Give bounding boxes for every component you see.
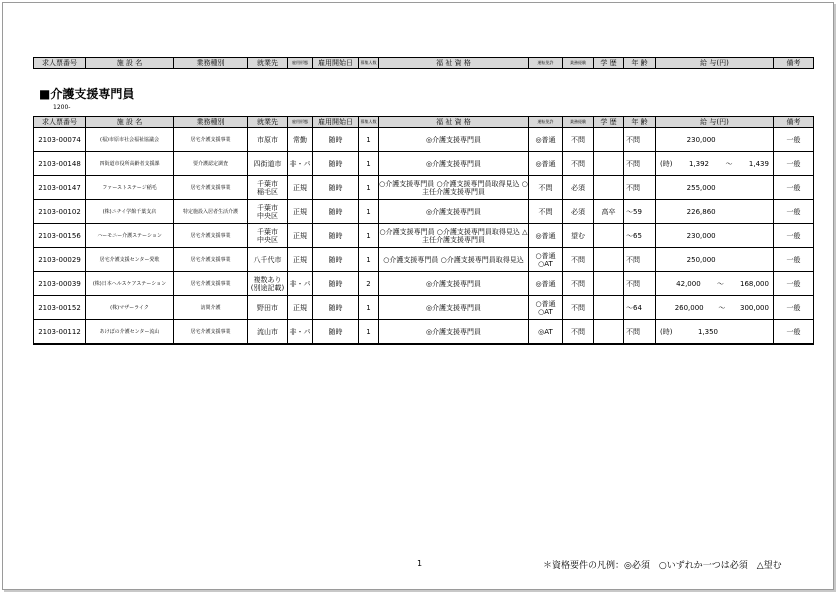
- cell-qual: ◎介護支援専門員: [379, 200, 529, 224]
- cell-count: 2: [359, 272, 379, 296]
- cell-employment: 正規: [288, 200, 313, 224]
- cell-location: 千葉市 中央区: [248, 200, 288, 224]
- cell-qual: ◎介護支援専門員: [379, 128, 529, 152]
- pay-from: 1,392: [688, 159, 709, 168]
- cell-education: [594, 224, 624, 248]
- header-cell: 雇用開始日: [313, 58, 359, 69]
- cell-facility: ハーモニー介護ステーション: [86, 224, 174, 248]
- header-cell: 福 祉 資 格: [379, 58, 529, 69]
- pay-sep: ～: [718, 303, 726, 312]
- header-cell: 給 与(円): [656, 58, 774, 69]
- header-cell: 雇用形態: [288, 58, 313, 69]
- header-cell: 業務種別: [174, 117, 248, 128]
- header-cell: 施 設 名: [86, 58, 174, 69]
- cell-pay: [656, 176, 774, 200]
- cell-note: 一般: [774, 152, 814, 176]
- cell-age: 不問: [624, 320, 656, 345]
- section-title: ■介護支援専門員: [39, 87, 135, 101]
- cell-qual: ◎介護支援専門員: [379, 272, 529, 296]
- pay-from: 255,000: [686, 183, 716, 192]
- cell-id: 2103-00147: [34, 176, 86, 200]
- table-body: [34, 128, 814, 345]
- header-cell: 雇用形態: [288, 117, 313, 128]
- cell-education: [594, 296, 624, 320]
- header-cell: 福 祉 資 格: [379, 117, 529, 128]
- cell-note: 一般: [774, 296, 814, 320]
- cell-age: 不問: [624, 248, 656, 272]
- cell-start: 随時: [313, 200, 359, 224]
- cell-id: 2103-00112: [34, 320, 86, 345]
- cell-employment: 正規: [288, 224, 313, 248]
- cell-age: ～59: [624, 200, 656, 224]
- cell-location: 複数あり (別途記載): [248, 272, 288, 296]
- cell-note: 一般: [774, 200, 814, 224]
- cell-type: 居宅介護支援事業: [174, 272, 248, 296]
- pay-from: 42,000: [676, 279, 701, 288]
- pay-sep: ～: [725, 159, 733, 168]
- cell-start: 随時: [313, 248, 359, 272]
- header-cell: 求人票番号: [34, 58, 86, 69]
- cell-location: 野田市: [248, 296, 288, 320]
- header-cell: 給 与(円): [656, 117, 774, 128]
- cell-id: 2103-00102: [34, 200, 86, 224]
- cell-qual: ◎介護支援専門員: [379, 152, 529, 176]
- cell-pay: [656, 152, 774, 176]
- cell-note: 一般: [774, 320, 814, 345]
- cell-facility: あけぼの介護センター流山: [86, 320, 174, 345]
- qualification-legend: ＊資格要件の凡例：◎必須 ○いずれか一つは必須 △望む: [543, 561, 782, 571]
- cell-employment: 非・パ: [288, 152, 313, 176]
- cell-license: 不問: [529, 200, 563, 224]
- pay-prefix: (時): [660, 159, 673, 168]
- cell-pay: [656, 128, 774, 152]
- pay-from: 250,000: [686, 255, 716, 264]
- table-row: [34, 248, 814, 272]
- cell-count: 1: [359, 152, 379, 176]
- header-cell: 募集人数: [359, 117, 379, 128]
- cell-experience: 必須: [563, 200, 594, 224]
- cell-experience: 望む: [563, 224, 594, 248]
- cell-experience: 必須: [563, 176, 594, 200]
- cell-license: ○普通 ○AT: [529, 248, 563, 272]
- header-cell: 運転免許: [529, 58, 563, 69]
- pay-to: 300,000: [740, 303, 769, 312]
- cell-age: ～64: [624, 296, 656, 320]
- header-cell: 学 歴: [594, 117, 624, 128]
- cell-type: 特定施設入居者生活介護: [174, 200, 248, 224]
- cell-id: 2103-00074: [34, 128, 86, 152]
- cell-education: [594, 176, 624, 200]
- pay-to: 1,439: [748, 159, 769, 168]
- cell-pay: [656, 272, 774, 296]
- cell-facility: (株)マザーライク: [86, 296, 174, 320]
- cell-education: [594, 320, 624, 345]
- cell-license: ◎普通: [529, 152, 563, 176]
- page-number: 1: [417, 559, 423, 568]
- cell-start: 随時: [313, 152, 359, 176]
- cell-location: 千葉市 稲毛区: [248, 176, 288, 200]
- cell-start: 随時: [313, 320, 359, 345]
- cell-count: 1: [359, 296, 379, 320]
- cell-pay: [656, 224, 774, 248]
- pay-from: 230,000: [686, 135, 716, 144]
- cell-experience: 不問: [563, 128, 594, 152]
- cell-count: 1: [359, 200, 379, 224]
- header-cell: 学 歴: [594, 58, 624, 69]
- cell-count: 1: [359, 128, 379, 152]
- cell-age: 不問: [624, 152, 656, 176]
- cell-age: 不問: [624, 128, 656, 152]
- cell-id: 2103-00029: [34, 248, 86, 272]
- table-row: [34, 224, 814, 248]
- header-row: [34, 117, 814, 128]
- cell-employment: 非・パ: [288, 320, 313, 345]
- cell-count: 1: [359, 224, 379, 248]
- cell-facility: (株)ニチイ学館千葉支店: [86, 200, 174, 224]
- cell-experience: 不問: [563, 296, 594, 320]
- cell-id: 2103-00152: [34, 296, 86, 320]
- pay-to: 168,000: [740, 279, 769, 288]
- header-cell: 年 齢: [624, 58, 656, 69]
- cell-type: 訪問介護: [174, 296, 248, 320]
- header-cell: 就業先: [248, 58, 288, 69]
- cell-license: ◎AT: [529, 320, 563, 345]
- cell-location: 市原市: [248, 128, 288, 152]
- cell-license: 不問: [529, 176, 563, 200]
- table-row: [34, 272, 814, 296]
- header-cell: 雇用開始日: [313, 117, 359, 128]
- cell-pay: [656, 296, 774, 320]
- cell-experience: 不問: [563, 320, 594, 345]
- pay-from: 1,350: [697, 327, 718, 336]
- cell-count: 1: [359, 320, 379, 345]
- pay-from: 226,860: [686, 207, 716, 216]
- cell-education: [594, 248, 624, 272]
- cell-experience: 不問: [563, 272, 594, 296]
- cell-location: 千葉市 中央区: [248, 224, 288, 248]
- cell-type: 居宅介護支援事業: [174, 224, 248, 248]
- header-cell: 業務経験: [563, 58, 594, 69]
- cell-facility: (福)市原市社会福祉協議会: [86, 128, 174, 152]
- cell-license: ◎普通: [529, 224, 563, 248]
- cell-id: 2103-00156: [34, 224, 86, 248]
- cell-experience: 不問: [563, 248, 594, 272]
- cell-facility: 居宅介護支援センター愛歌: [86, 248, 174, 272]
- cell-pay: [656, 200, 774, 224]
- cell-education: [594, 272, 624, 296]
- header-cell: 就業先: [248, 117, 288, 128]
- header-cell: 業務経験: [563, 117, 594, 128]
- cell-qual: ○介護支援専門員 ○介護支援専門員取得見込 ○主任介護支援専門員: [379, 176, 529, 200]
- cell-type: 居宅介護支援事業: [174, 320, 248, 345]
- header-cell: 業務種別: [174, 58, 248, 69]
- cell-education: [594, 152, 624, 176]
- cell-count: 1: [359, 248, 379, 272]
- table-row: [34, 296, 814, 320]
- cell-license: ◎普通: [529, 128, 563, 152]
- pay-sep: ～: [716, 279, 724, 288]
- pay-from: 260,000: [674, 303, 704, 312]
- cell-location: 四街道市: [248, 152, 288, 176]
- cell-type: 居宅介護支援事業: [174, 176, 248, 200]
- cell-start: 随時: [313, 272, 359, 296]
- cell-location: 八千代市: [248, 248, 288, 272]
- table-row: [34, 176, 814, 200]
- section-code: 1200-: [53, 104, 71, 111]
- cell-type: 要介護認定調査: [174, 152, 248, 176]
- cell-id: 2103-00039: [34, 272, 86, 296]
- cell-start: 随時: [313, 176, 359, 200]
- cell-note: 一般: [774, 248, 814, 272]
- document-page: [2, 2, 834, 590]
- cell-id: 2103-00148: [34, 152, 86, 176]
- cell-employment: 正規: [288, 248, 313, 272]
- header-cell: 備考: [774, 117, 814, 128]
- cell-type: 居宅介護支援事業: [174, 128, 248, 152]
- cell-note: 一般: [774, 224, 814, 248]
- cell-start: 随時: [313, 224, 359, 248]
- top-header-table: [33, 57, 814, 69]
- table-row: [34, 152, 814, 176]
- cell-qual: ◎介護支援専門員: [379, 296, 529, 320]
- cell-pay: [656, 320, 774, 345]
- cell-employment: 常勤: [288, 128, 313, 152]
- header-cell: 年 齢: [624, 117, 656, 128]
- cell-qual: ○介護支援専門員 ○介護支援専門員取得見込 △主任介護支援専門員: [379, 224, 529, 248]
- header-cell: 備考: [774, 58, 814, 69]
- cell-education: [594, 128, 624, 152]
- cell-employment: 正規: [288, 296, 313, 320]
- cell-count: 1: [359, 176, 379, 200]
- cell-license: ◎普通: [529, 272, 563, 296]
- cell-age: 不問: [624, 272, 656, 296]
- cell-start: 随時: [313, 296, 359, 320]
- table-row: [34, 200, 814, 224]
- cell-pay: [656, 248, 774, 272]
- cell-facility: ファーストステージ稲毛: [86, 176, 174, 200]
- job-listing-table: [33, 116, 814, 345]
- cell-age: 不問: [624, 176, 656, 200]
- cell-note: 一般: [774, 128, 814, 152]
- cell-education: 高卒: [594, 200, 624, 224]
- cell-employment: 非・パ: [288, 272, 313, 296]
- cell-license: ○普通 ○AT: [529, 296, 563, 320]
- cell-employment: 正規: [288, 176, 313, 200]
- table-row: [34, 320, 814, 345]
- cell-note: 一般: [774, 272, 814, 296]
- header-row: [34, 58, 814, 69]
- cell-location: 流山市: [248, 320, 288, 345]
- header-cell: 運転免許: [529, 117, 563, 128]
- header-cell: 募集人数: [359, 58, 379, 69]
- table-row: [34, 128, 814, 152]
- pay-prefix: (時): [660, 327, 673, 336]
- pay-from: 230,000: [686, 231, 716, 240]
- cell-age: ～65: [624, 224, 656, 248]
- cell-experience: 不問: [563, 152, 594, 176]
- cell-start: 随時: [313, 128, 359, 152]
- header-cell: 施 設 名: [86, 117, 174, 128]
- cell-facility: 四街道市役所高齢者支援課: [86, 152, 174, 176]
- cell-qual: ○介護支援専門員 ○介護支援専門員取得見込: [379, 248, 529, 272]
- cell-type: 居宅介護支援事業: [174, 248, 248, 272]
- cell-facility: (株)日本ヘルスケアステーション: [86, 272, 174, 296]
- cell-note: 一般: [774, 176, 814, 200]
- header-cell: 求人票番号: [34, 117, 86, 128]
- cell-qual: ◎介護支援専門員: [379, 320, 529, 345]
